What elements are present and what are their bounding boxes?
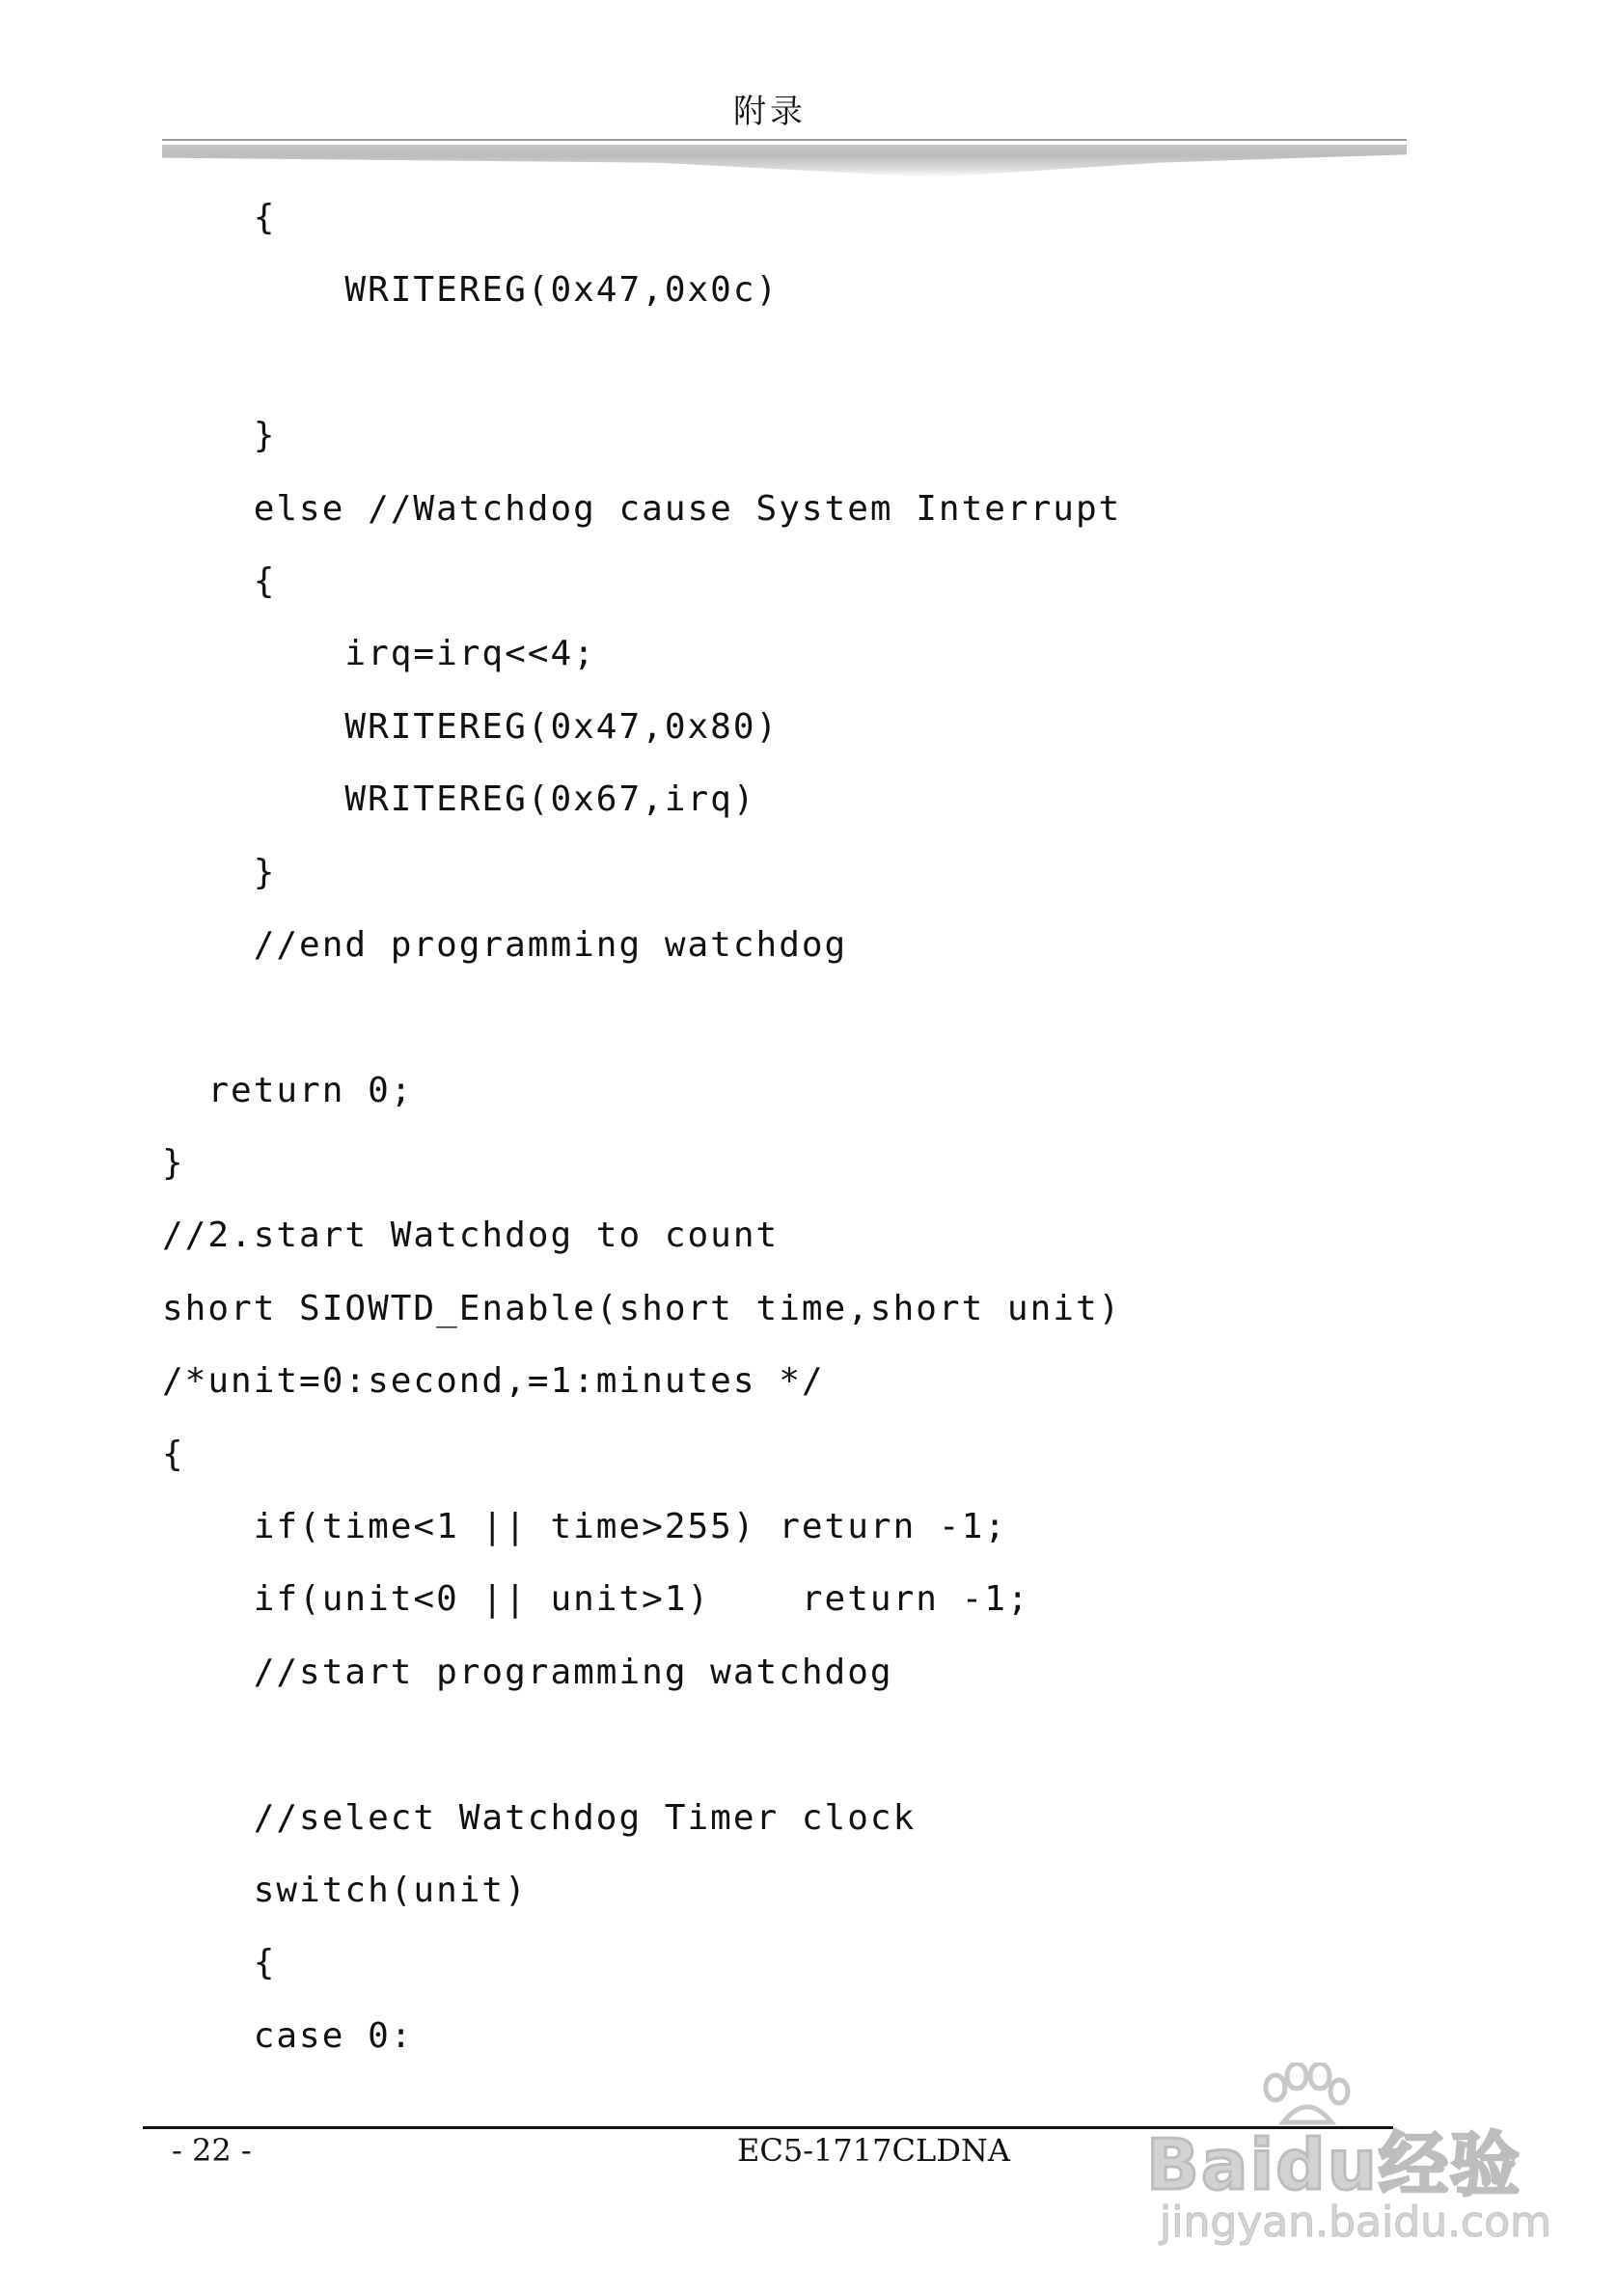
header-divider-thin: [162, 139, 1407, 141]
header-divider-thick: [162, 145, 1407, 178]
product-model: EC5-1717CLDNA: [737, 2132, 1010, 2169]
code-line: [162, 981, 1407, 1053]
code-line: {: [162, 1434, 185, 1474]
page-header-title: 附录: [733, 93, 807, 131]
code-line: //select Watchdog Timer clock: [162, 1797, 917, 1838]
code-line: }: [162, 852, 277, 892]
code-line: WRITEREG(0x67,irq): [162, 779, 756, 820]
watermark-url: jingyan.baidu.com: [1160, 2198, 1552, 2247]
code-line: //start programming watchdog: [162, 1652, 893, 1692]
code-listing: [162, 181, 1407, 2072]
code-line: WRITEREG(0x47,0x0c): [162, 270, 780, 311]
code-line: //end programming watchdog: [162, 924, 848, 965]
page-number: - 22 -: [172, 2132, 252, 2169]
code-line: }: [162, 1143, 185, 1184]
code-line: [162, 1708, 1407, 1781]
code-line: {: [162, 198, 277, 237]
code-line: /*unit=0:second,=1:minutes */: [162, 1361, 825, 1402]
code-line: //2.start Watchdog to count: [162, 1216, 780, 1256]
code-line: else //Watchdog cause System Interrupt: [162, 488, 1122, 529]
code-line: return 0;: [162, 1070, 414, 1110]
watermark-brand: Baidu经验: [1146, 2124, 1521, 2205]
code-line: irq=irq<<4;: [162, 634, 596, 674]
code-line: }: [162, 416, 277, 456]
code-line: WRITEREG(0x47,0x80): [162, 706, 780, 747]
code-line: if(time<1 || time>255) return -1;: [162, 1507, 1007, 1547]
code-line: short SIOWTD_Enable(short time,short unit): [162, 1288, 1122, 1328]
code-line: [162, 327, 1407, 399]
code-line: if(unit<0 || unit>1) return -1;: [162, 1579, 1030, 1620]
code-line: {: [162, 1943, 277, 1983]
baidu-watermark: [1146, 2063, 1551, 2255]
code-line: switch(unit): [162, 1870, 528, 1910]
code-line: case 0:: [162, 2015, 414, 2056]
code-line: {: [162, 560, 277, 601]
